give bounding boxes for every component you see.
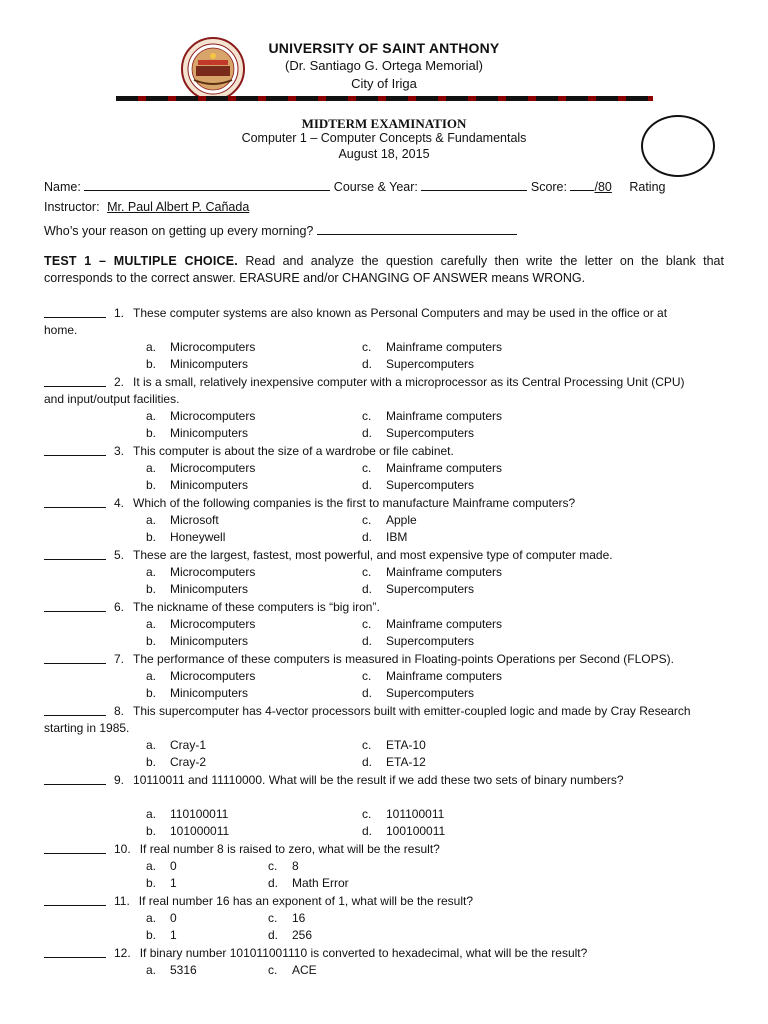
exam-date: August 18, 2015 bbox=[338, 147, 430, 161]
question-text-continued: starting in 1985. bbox=[44, 721, 130, 735]
choice-c bbox=[362, 340, 502, 354]
choice-text: Cray-2 bbox=[170, 755, 207, 769]
question-item bbox=[44, 772, 724, 789]
choice-c bbox=[362, 669, 502, 683]
answer-blank[interactable] bbox=[44, 945, 106, 958]
choice-text: Cray-1 bbox=[170, 738, 207, 752]
choice-d bbox=[362, 582, 474, 596]
choice-letter: b. bbox=[146, 928, 157, 942]
choice-letter: c. bbox=[362, 738, 372, 752]
choice-c bbox=[268, 911, 305, 925]
choice-text: 8 bbox=[292, 859, 299, 873]
choice-letter: d. bbox=[268, 928, 279, 942]
question-item bbox=[44, 651, 724, 668]
score-total: /80 bbox=[594, 180, 612, 194]
choice-b bbox=[146, 582, 248, 596]
instructor-line bbox=[44, 200, 277, 214]
question-text: Which of the following companies is the first to manufacture Mainframe computers? bbox=[133, 496, 576, 510]
test1-instructions bbox=[44, 253, 724, 287]
question-number: 5. bbox=[114, 548, 125, 562]
choice-a bbox=[146, 565, 255, 579]
choice-text: Mainframe computers bbox=[386, 617, 503, 631]
exam-title: MIDTERM EXAMINATION bbox=[301, 116, 467, 131]
question-line bbox=[44, 547, 724, 564]
choice-letter: c. bbox=[268, 963, 278, 977]
question-number: 2. bbox=[114, 375, 125, 389]
question-text: 10110011 and 11110000. What will be the result if we add these two sets of binary numbers? bbox=[133, 773, 624, 787]
course-year-field[interactable] bbox=[421, 178, 527, 191]
choice-a bbox=[146, 738, 206, 752]
choice-text: Microcomputers bbox=[170, 565, 256, 579]
choice-text: Minicomputers bbox=[170, 582, 249, 596]
choice-c bbox=[362, 738, 426, 752]
choice-a bbox=[146, 409, 255, 423]
choice-text: Minicomputers bbox=[170, 478, 249, 492]
question-line bbox=[44, 703, 724, 720]
choice-text: Supercomputers bbox=[386, 634, 475, 648]
choice-d bbox=[362, 426, 474, 440]
question-item bbox=[44, 547, 724, 564]
answer-blank[interactable] bbox=[44, 599, 106, 612]
choice-text: Math Error bbox=[292, 876, 349, 890]
choice-text: 256 bbox=[292, 928, 313, 942]
choice-c bbox=[362, 409, 502, 423]
choice-d bbox=[362, 478, 474, 492]
answer-blank[interactable] bbox=[44, 893, 106, 906]
question-number: 10. bbox=[114, 842, 131, 856]
reason-label: Who’s your reason on getting up every morning? bbox=[44, 224, 314, 238]
question-line bbox=[44, 305, 724, 322]
answer-blank[interactable] bbox=[44, 651, 106, 664]
university-name: UNIVERSITY OF SAINT ANTHONY bbox=[268, 40, 500, 56]
choice-letter: b. bbox=[146, 686, 157, 700]
question-text: If real number 16 has an exponent of 1, what will be the result? bbox=[138, 894, 473, 908]
reason-field[interactable] bbox=[317, 222, 517, 235]
choice-text: 110100011 bbox=[170, 807, 229, 821]
choice-text: Supercomputers bbox=[386, 357, 475, 371]
question-number: 11. bbox=[114, 894, 130, 908]
choice-letter: a. bbox=[146, 963, 157, 977]
choice-a bbox=[146, 513, 219, 527]
choice-letter: d. bbox=[362, 357, 373, 371]
choice-b bbox=[146, 755, 206, 769]
choice-letter: b. bbox=[146, 530, 157, 544]
answer-blank[interactable] bbox=[44, 305, 106, 318]
question-line bbox=[44, 945, 724, 962]
choice-text: 16 bbox=[292, 911, 306, 925]
choice-c bbox=[362, 617, 502, 631]
choice-text: 1 bbox=[170, 928, 177, 942]
choice-text: Microcomputers bbox=[170, 461, 256, 475]
choice-text: Microcomputers bbox=[170, 617, 256, 631]
question-text: It is a small, relatively inexpensive computer with a microprocessor as its Central Processing Unit (CPU) bbox=[133, 375, 685, 389]
choice-a bbox=[146, 461, 255, 475]
university-city: City of Iriga bbox=[351, 76, 417, 91]
choice-b bbox=[146, 357, 248, 371]
choice-text: Supercomputers bbox=[386, 478, 475, 492]
choice-letter: c. bbox=[268, 859, 278, 873]
choice-text: 101100011 bbox=[386, 807, 445, 821]
choice-text: ETA-10 bbox=[386, 738, 426, 752]
choice-b bbox=[146, 478, 248, 492]
question-number: 9. bbox=[114, 773, 125, 787]
score-label: Score: bbox=[530, 180, 567, 194]
question-item bbox=[44, 374, 724, 408]
choice-letter: b. bbox=[146, 582, 157, 596]
question-line bbox=[44, 443, 724, 460]
score-field[interactable] bbox=[570, 178, 594, 191]
question-text: This computer is about the size of a wardrobe or file cabinet. bbox=[133, 444, 454, 458]
choice-text: Microsoft bbox=[170, 513, 219, 527]
choice-d bbox=[362, 755, 426, 769]
question-line bbox=[44, 893, 724, 910]
choice-b bbox=[146, 824, 229, 838]
instructor-name: Mr. Paul Albert P. Cañada bbox=[107, 200, 250, 214]
choice-text: 1 bbox=[170, 876, 177, 890]
choice-c bbox=[362, 807, 444, 821]
choice-c bbox=[268, 963, 317, 977]
choice-letter: a. bbox=[146, 513, 157, 527]
choice-letter: d. bbox=[268, 876, 279, 890]
choice-text: Supercomputers bbox=[386, 426, 475, 440]
choice-letter: a. bbox=[146, 340, 157, 354]
question-text: These computer systems are also known as Personal Computers and may be used in the office or at bbox=[133, 306, 668, 320]
course-year-label: Course & Year: bbox=[333, 180, 418, 194]
choice-letter: d. bbox=[362, 634, 373, 648]
choice-text: Mainframe computers bbox=[386, 340, 503, 354]
choice-b bbox=[146, 530, 225, 544]
choice-letter: c. bbox=[362, 617, 372, 631]
answer-blank[interactable] bbox=[44, 495, 106, 508]
choice-letter: d. bbox=[362, 530, 373, 544]
question-text: If binary number 101011001110 is converted to hexadecimal, what will be the result? bbox=[139, 946, 588, 960]
choice-text: Apple bbox=[386, 513, 417, 527]
choice-text: Supercomputers bbox=[386, 582, 475, 596]
choice-letter: c. bbox=[362, 669, 372, 683]
choice-letter: b. bbox=[146, 876, 157, 890]
choice-letter: a. bbox=[146, 911, 157, 925]
question-number: 4. bbox=[114, 496, 125, 510]
choice-a bbox=[146, 617, 255, 631]
question-text-continued: home. bbox=[44, 323, 78, 337]
university-subtitle: (Dr. Santiago G. Ortega Memorial) bbox=[285, 58, 483, 73]
choice-letter: a. bbox=[146, 669, 157, 683]
student-info-line bbox=[44, 178, 666, 194]
name-label: Name: bbox=[44, 180, 81, 194]
choice-text: Microcomputers bbox=[170, 340, 256, 354]
choice-letter: a. bbox=[146, 617, 157, 631]
answer-blank[interactable] bbox=[44, 841, 106, 854]
choice-text: Mainframe computers bbox=[386, 565, 503, 579]
choice-d bbox=[362, 530, 407, 544]
choice-letter: c. bbox=[362, 565, 372, 579]
choice-text: Microcomputers bbox=[170, 409, 256, 423]
header-divider bbox=[116, 96, 653, 101]
answer-blank[interactable] bbox=[44, 703, 106, 716]
choice-b bbox=[146, 928, 177, 942]
choice-d bbox=[362, 686, 474, 700]
choice-text: Minicomputers bbox=[170, 357, 249, 371]
choice-letter: c. bbox=[362, 409, 372, 423]
choice-text: 101000011 bbox=[170, 824, 230, 838]
choice-letter: a. bbox=[146, 807, 157, 821]
question-item bbox=[44, 599, 724, 616]
question-line bbox=[44, 599, 724, 616]
choice-text: Microcomputers bbox=[170, 669, 256, 683]
question-item bbox=[44, 703, 724, 737]
choice-letter: b. bbox=[146, 824, 157, 838]
choice-a bbox=[146, 340, 255, 354]
answer-blank[interactable] bbox=[44, 547, 106, 560]
question-number: 3. bbox=[114, 444, 125, 458]
question-item bbox=[44, 495, 724, 512]
answer-blank[interactable] bbox=[44, 443, 106, 456]
question-text: If real number 8 is raised to zero, what will be the result? bbox=[139, 842, 440, 856]
test1-title: TEST 1 – MULTIPLE CHOICE. bbox=[44, 254, 238, 268]
choice-letter: b. bbox=[146, 426, 157, 440]
question-line bbox=[44, 772, 724, 789]
choice-d bbox=[268, 928, 312, 942]
choice-letter: b. bbox=[146, 755, 157, 769]
exam-course: Computer 1 – Computer Concepts & Fundamentals bbox=[241, 131, 527, 145]
choice-letter: d. bbox=[362, 686, 373, 700]
test1-text: Read and analyze the question carefully then write the letter on the blank that corresponds to the correct answer. ERASURE and/or CHANGING OF ANSWER means WRONG. bbox=[44, 254, 724, 285]
question-item bbox=[44, 841, 724, 858]
answer-blank[interactable] bbox=[44, 772, 106, 785]
choice-d bbox=[362, 824, 445, 838]
choice-letter: d. bbox=[362, 582, 373, 596]
choice-letter: b. bbox=[146, 478, 157, 492]
question-item bbox=[44, 305, 724, 339]
choice-letter: d. bbox=[362, 755, 373, 769]
choice-a bbox=[146, 911, 177, 925]
question-number: 8. bbox=[114, 704, 125, 718]
question-number: 7. bbox=[114, 652, 125, 666]
choice-b bbox=[146, 634, 248, 648]
question-text: The performance of these computers is measured in Floating-points Operations per Second (FLOPS). bbox=[133, 652, 674, 666]
question-line bbox=[44, 495, 724, 512]
choice-d bbox=[362, 357, 474, 371]
choice-text: Minicomputers bbox=[170, 634, 249, 648]
choice-letter: d. bbox=[362, 426, 373, 440]
choice-letter: c. bbox=[362, 513, 372, 527]
choice-d bbox=[362, 634, 474, 648]
question-text: The nickname of these computers is “big iron”. bbox=[133, 600, 380, 614]
name-field[interactable] bbox=[84, 178, 330, 191]
question-line bbox=[44, 374, 724, 391]
choice-letter: c. bbox=[268, 911, 278, 925]
reason-line bbox=[44, 222, 517, 238]
choice-a bbox=[146, 963, 197, 977]
rating-circle bbox=[641, 115, 715, 177]
choice-c bbox=[362, 513, 417, 527]
choice-letter: a. bbox=[146, 859, 157, 873]
question-number: 12. bbox=[114, 946, 131, 960]
choice-letter: c. bbox=[362, 340, 372, 354]
choice-b bbox=[146, 426, 248, 440]
choice-letter: d. bbox=[362, 478, 373, 492]
question-number: 1. bbox=[114, 306, 125, 320]
rating-label: Rating bbox=[629, 180, 666, 194]
question-text: These are the largest, fastest, most powerful, and most expensive type of computer made. bbox=[133, 548, 613, 562]
question-item bbox=[44, 893, 724, 910]
choice-text: Supercomputers bbox=[386, 686, 475, 700]
choice-letter: a. bbox=[146, 565, 157, 579]
choice-text: IBM bbox=[386, 530, 408, 544]
choice-text: 0 bbox=[170, 859, 177, 873]
choice-text: 100100011 bbox=[386, 824, 446, 838]
choice-text: 5316 bbox=[170, 963, 197, 977]
answer-blank[interactable] bbox=[44, 374, 106, 387]
choice-a bbox=[146, 859, 177, 873]
choice-letter: a. bbox=[146, 409, 157, 423]
choice-b bbox=[146, 686, 248, 700]
choice-c bbox=[268, 859, 299, 873]
instructor-label: Instructor: bbox=[44, 200, 100, 214]
question-line bbox=[44, 841, 724, 858]
choice-text: Honeywell bbox=[170, 530, 226, 544]
choice-text: ETA-12 bbox=[386, 755, 426, 769]
choice-d bbox=[268, 876, 349, 890]
choice-text: Mainframe computers bbox=[386, 461, 503, 475]
question-line bbox=[44, 651, 724, 668]
question-text: This supercomputer has 4-vector processors built with emitter-coupled logic and made by Cray Research bbox=[133, 704, 691, 718]
choice-c bbox=[362, 565, 502, 579]
choice-c bbox=[362, 461, 502, 475]
question-text-continued: and input/output facilities. bbox=[44, 392, 180, 406]
choice-text: ACE bbox=[292, 963, 317, 977]
question-item bbox=[44, 945, 724, 962]
choice-text: Mainframe computers bbox=[386, 669, 503, 683]
choice-letter: b. bbox=[146, 357, 157, 371]
choice-text: 0 bbox=[170, 911, 177, 925]
choice-letter: a. bbox=[146, 461, 157, 475]
choice-a bbox=[146, 669, 255, 683]
question-number: 6. bbox=[114, 600, 125, 614]
choice-letter: b. bbox=[146, 634, 157, 648]
question-item bbox=[44, 443, 724, 460]
choice-letter: a. bbox=[146, 738, 157, 752]
choice-letter: d. bbox=[362, 824, 373, 838]
choice-text: Minicomputers bbox=[170, 686, 249, 700]
choice-text: Minicomputers bbox=[170, 426, 249, 440]
choice-b bbox=[146, 876, 177, 890]
choice-text: Mainframe computers bbox=[386, 409, 503, 423]
choice-letter: c. bbox=[362, 807, 372, 821]
choice-a bbox=[146, 807, 228, 821]
choice-letter: c. bbox=[362, 461, 372, 475]
